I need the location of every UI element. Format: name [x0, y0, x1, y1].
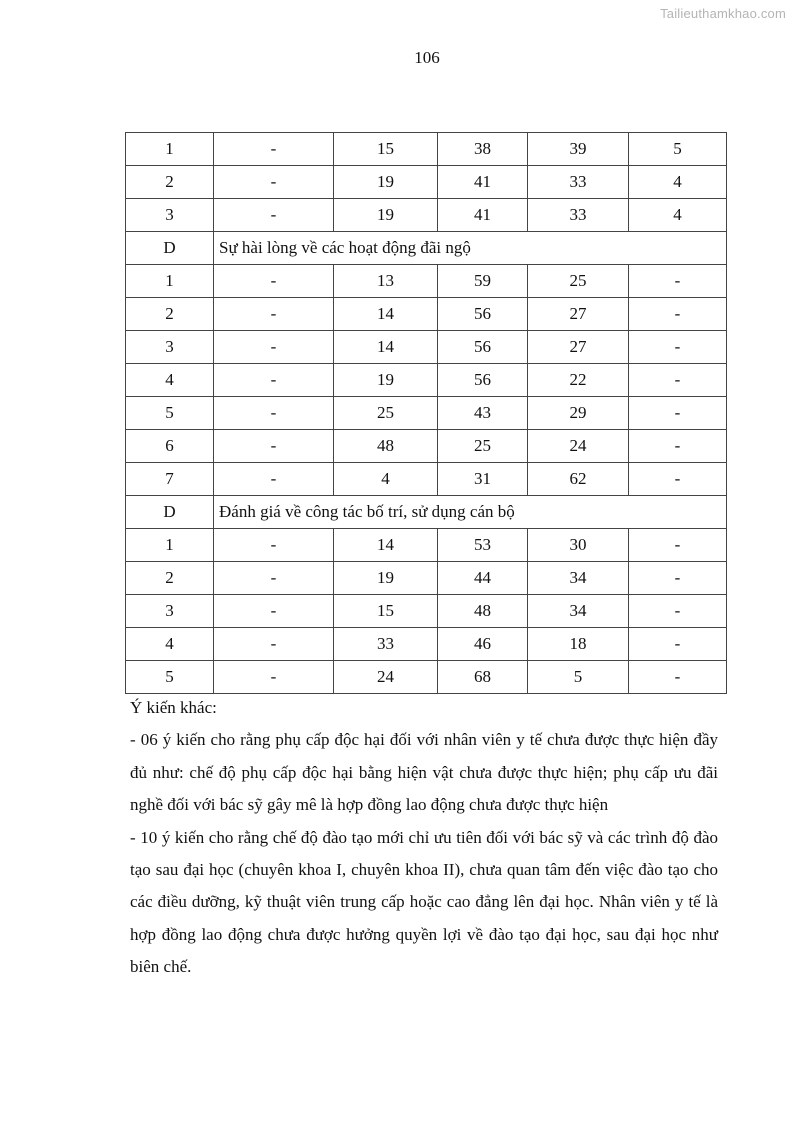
table-cell: 2: [126, 562, 214, 595]
table-cell: 38: [438, 133, 528, 166]
table-cell: 4: [126, 364, 214, 397]
table-row: [126, 628, 727, 661]
table-cell: -: [214, 529, 334, 562]
table-cell: -: [629, 298, 727, 331]
table-cell: -: [629, 661, 727, 694]
table-cell: -: [629, 331, 727, 364]
table-cell: 48: [334, 430, 438, 463]
table-cell: 19: [334, 166, 438, 199]
table-cell: -: [214, 463, 334, 496]
table-cell: 33: [528, 199, 629, 232]
table-cell: -: [629, 529, 727, 562]
table-row: [126, 298, 727, 331]
table-row: [126, 331, 727, 364]
table-cell: 4: [629, 199, 727, 232]
table-cell: 34: [528, 595, 629, 628]
table-cell: 33: [528, 166, 629, 199]
table-cell: 19: [334, 562, 438, 595]
table-cell: 48: [438, 595, 528, 628]
table-cell: 53: [438, 529, 528, 562]
table-cell: 1: [126, 133, 214, 166]
table-cell: 3: [126, 331, 214, 364]
table-cell: -: [214, 364, 334, 397]
table-row: [126, 364, 727, 397]
table-cell: 43: [438, 397, 528, 430]
survey-table: [125, 132, 727, 694]
section-label: D: [126, 232, 214, 265]
table-cell: 27: [528, 298, 629, 331]
table-row: [126, 166, 727, 199]
section-row: [126, 232, 727, 265]
notes-heading: Ý kiến khác:: [130, 698, 217, 717]
table-cell: 4: [126, 628, 214, 661]
table-row: [126, 463, 727, 496]
section-title: Sự hài lòng về các hoạt động đãi ngộ: [214, 232, 727, 265]
table-cell: 24: [528, 430, 629, 463]
table-cell: 18: [528, 628, 629, 661]
table-cell: 24: [334, 661, 438, 694]
table-cell: 39: [528, 133, 629, 166]
table-cell: 14: [334, 529, 438, 562]
table-cell: -: [629, 463, 727, 496]
table-row: [126, 199, 727, 232]
section-label: D: [126, 496, 214, 529]
table-cell: 30: [528, 529, 629, 562]
table-cell: 4: [334, 463, 438, 496]
table-cell: 5: [126, 397, 214, 430]
table-row: [126, 430, 727, 463]
table-cell: 15: [334, 133, 438, 166]
section-title: Đánh giá về công tác bố trí, sử dụng cán bộ: [214, 496, 727, 529]
table-cell: -: [629, 628, 727, 661]
table-cell: 59: [438, 265, 528, 298]
table-cell: 56: [438, 364, 528, 397]
table-cell: 5: [629, 133, 727, 166]
page-number: 106: [414, 48, 440, 67]
table-cell: 19: [334, 364, 438, 397]
table-cell: -: [214, 397, 334, 430]
table-cell: -: [214, 595, 334, 628]
table-cell: 56: [438, 331, 528, 364]
table-row: [126, 265, 727, 298]
table-cell: 2: [126, 298, 214, 331]
table-cell: 22: [528, 364, 629, 397]
table-cell: -: [214, 133, 334, 166]
table-cell: 33: [334, 628, 438, 661]
table-cell: 6: [126, 430, 214, 463]
table-row: [126, 562, 727, 595]
table-cell: 1: [126, 529, 214, 562]
table-body: [126, 133, 727, 694]
table-cell: -: [629, 595, 727, 628]
table-cell: 41: [438, 166, 528, 199]
table-cell: 56: [438, 298, 528, 331]
table-cell: 4: [629, 166, 727, 199]
watermark: Tailieuthamkhao.com: [660, 6, 786, 21]
table-cell: 41: [438, 199, 528, 232]
table-cell: 3: [126, 199, 214, 232]
table-cell: 14: [334, 298, 438, 331]
table-cell: -: [629, 364, 727, 397]
table-row: [126, 133, 727, 166]
table-cell: -: [629, 430, 727, 463]
notes-paragraph: - 10 ý kiến cho rằng chế độ đào tạo mới chỉ ưu tiên đối với bác sỹ và các trình độ đào tạo sau đại học (chuyên khoa I, chuyên khoa II), chưa quan tâm đến việc đào tạo cho các điều dưỡng, kỹ thuật viên trung cấp hoặc cao đẳng lên đại học. Nhân viên y tế là hợp đồng lao động chưa được hưởng quyền lợi về đào tạo đại học, sau đại học như biên chế.: [130, 827, 718, 977]
table-row: [126, 397, 727, 430]
table-cell: -: [214, 298, 334, 331]
table-cell: -: [214, 628, 334, 661]
table-cell: 15: [334, 595, 438, 628]
table-cell: 29: [528, 397, 629, 430]
table-cell: -: [214, 331, 334, 364]
table-row: [126, 529, 727, 562]
table-cell: 1: [126, 265, 214, 298]
table-cell: 3: [126, 595, 214, 628]
notes-paragraph: - 06 ý kiến cho rằng phụ cấp độc hại đối với nhân viên y tế chưa được thực hiện đầy đủ như: chế độ phụ cấp độc hại bằng hiện vật chưa được thực hiện; phụ cấp ưu đãi nghề đối với bác sỹ gây mê là hợp đồng lao động chưa được thực hiện: [130, 730, 718, 815]
table-cell: 13: [334, 265, 438, 298]
table-cell: -: [214, 199, 334, 232]
other-opinions: [130, 692, 718, 984]
table-cell: 62: [528, 463, 629, 496]
table-row: [126, 595, 727, 628]
table-cell: 68: [438, 661, 528, 694]
section-row: [126, 496, 727, 529]
table-cell: -: [214, 661, 334, 694]
table-cell: -: [629, 265, 727, 298]
table-cell: -: [214, 265, 334, 298]
table-cell: 25: [528, 265, 629, 298]
table-cell: -: [629, 562, 727, 595]
table-cell: -: [214, 562, 334, 595]
table-cell: 31: [438, 463, 528, 496]
table-cell: -: [214, 166, 334, 199]
table-cell: 2: [126, 166, 214, 199]
table-row: [126, 661, 727, 694]
table-cell: 25: [334, 397, 438, 430]
table-cell: 14: [334, 331, 438, 364]
table-cell: 5: [528, 661, 629, 694]
table-cell: -: [214, 430, 334, 463]
table-cell: 5: [126, 661, 214, 694]
table-cell: 34: [528, 562, 629, 595]
table-cell: -: [629, 397, 727, 430]
table-cell: 25: [438, 430, 528, 463]
table-cell: 44: [438, 562, 528, 595]
table-cell: 27: [528, 331, 629, 364]
table-cell: 19: [334, 199, 438, 232]
table-cell: 46: [438, 628, 528, 661]
table-cell: 7: [126, 463, 214, 496]
